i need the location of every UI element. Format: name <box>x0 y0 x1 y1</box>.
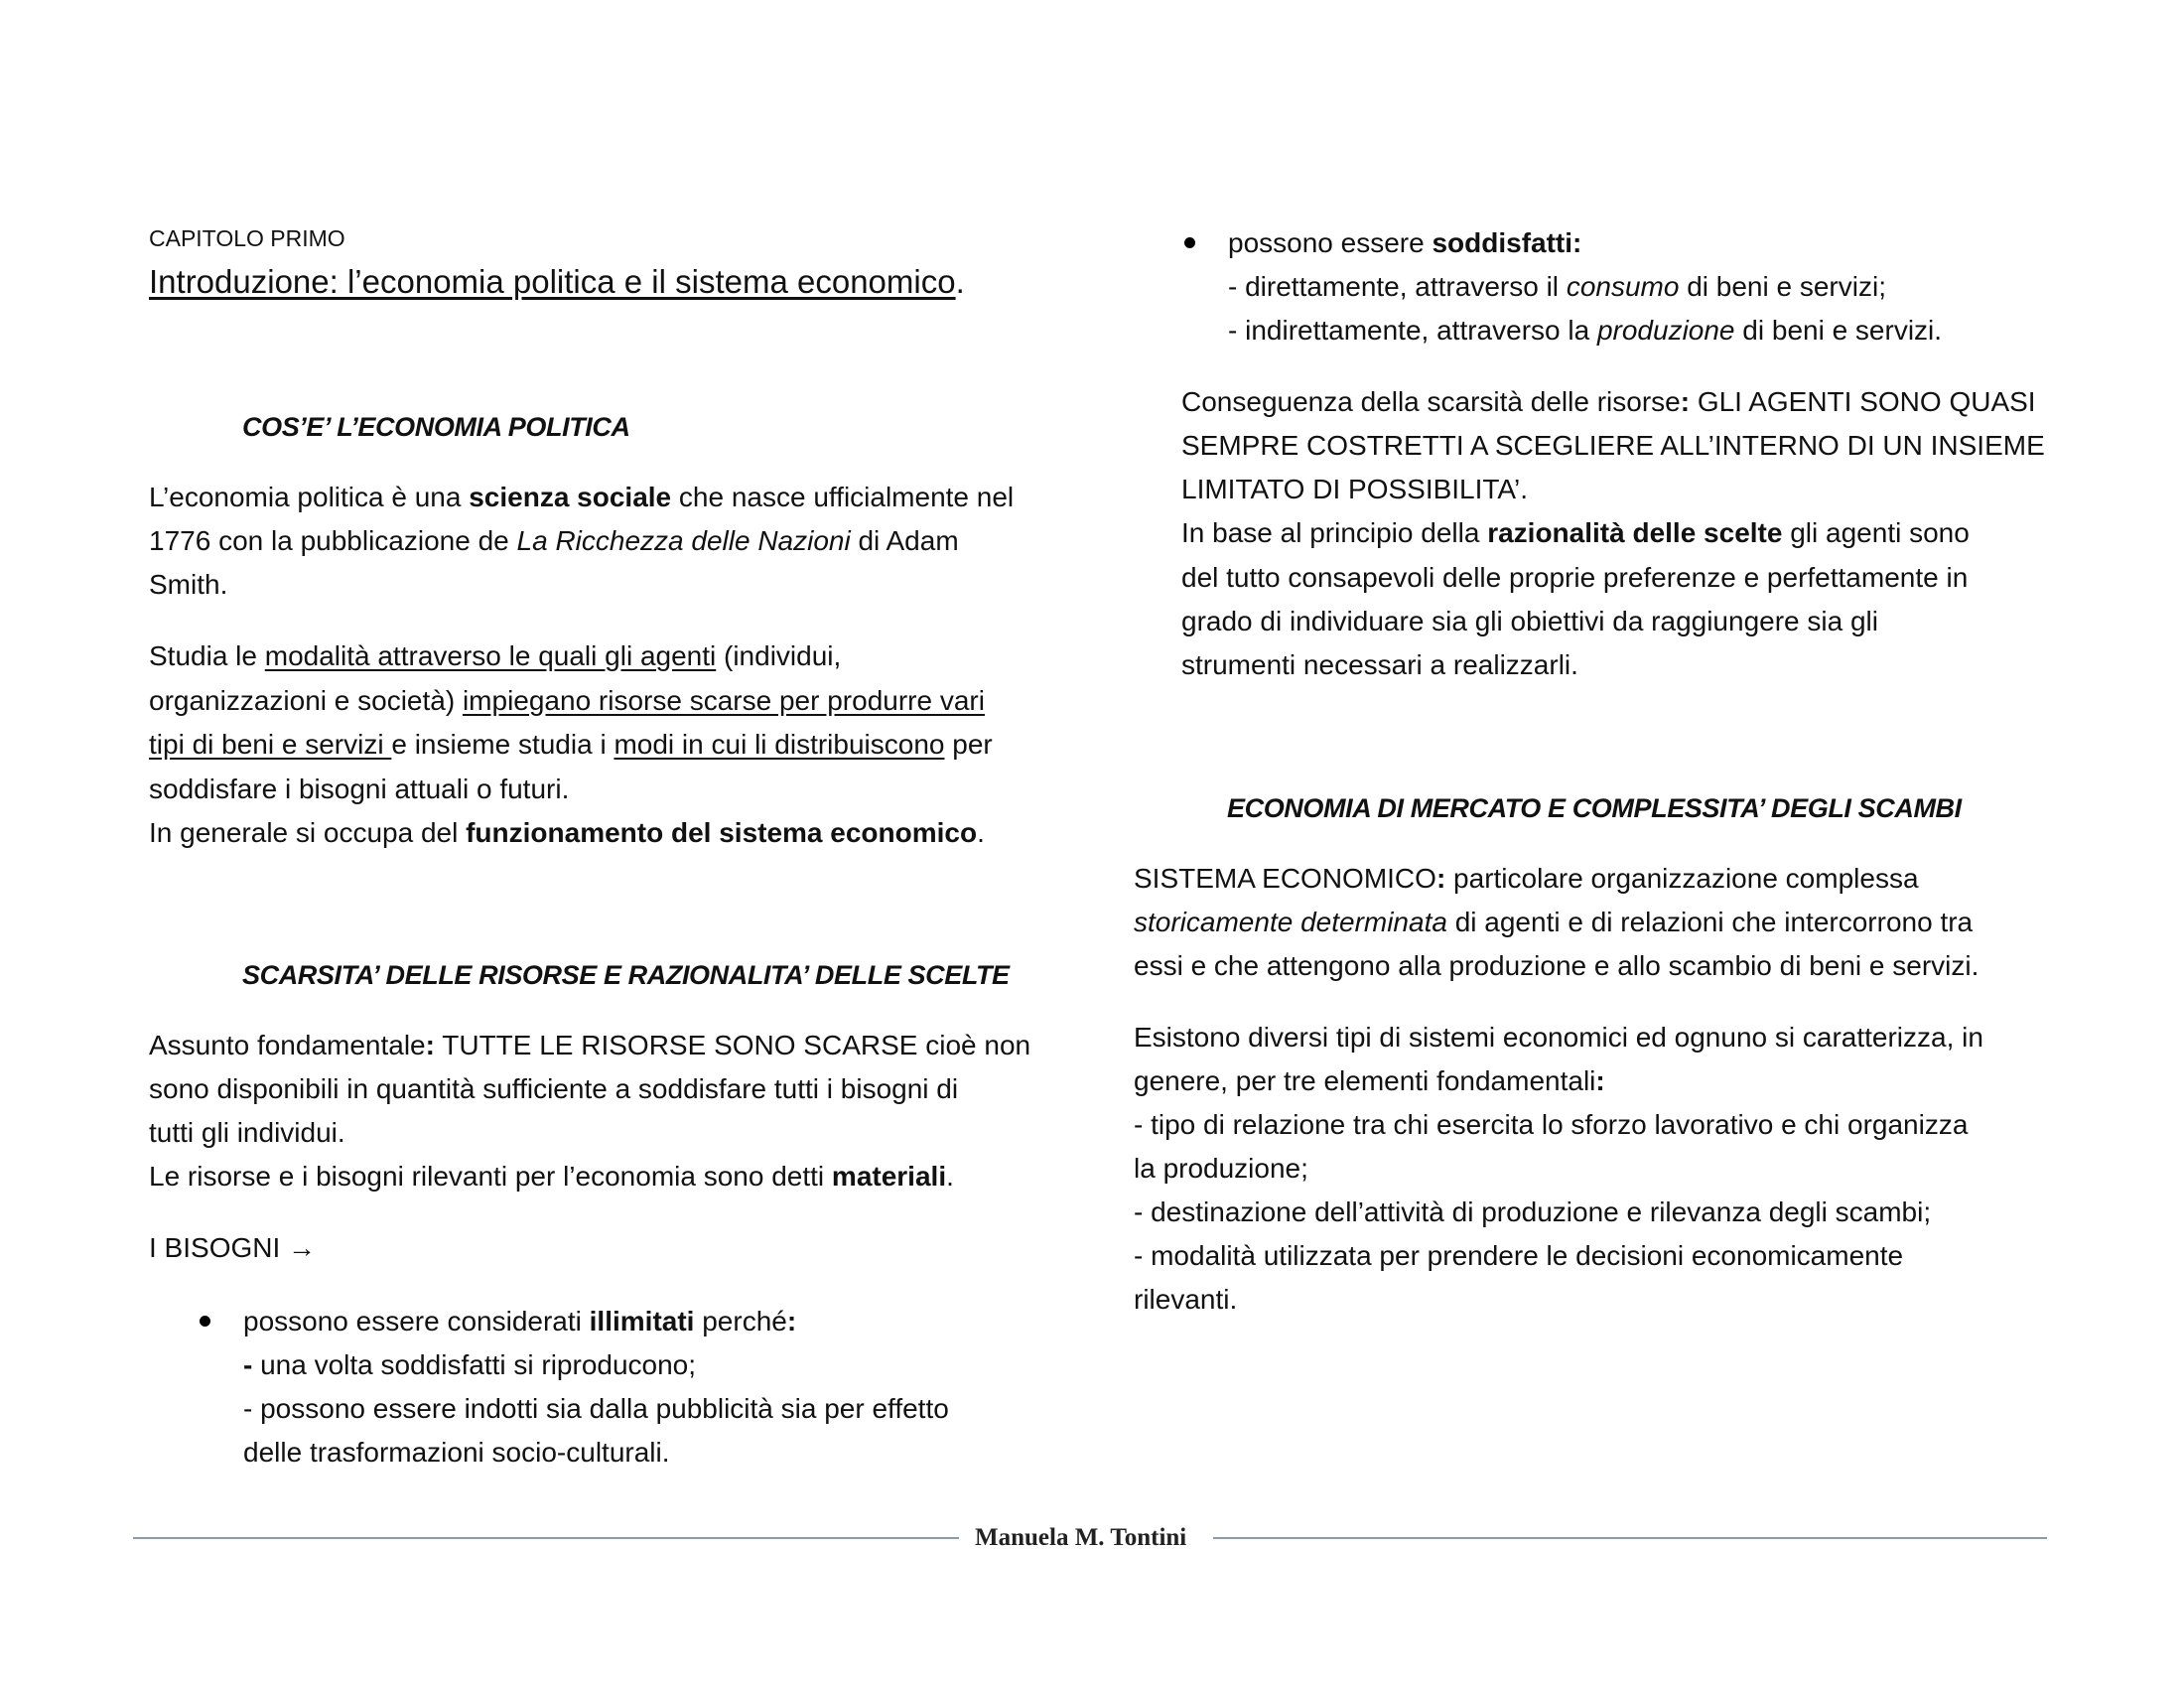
chapter-label: CAPITOLO PRIMO <box>149 225 345 251</box>
chapter-title: Introduzione: l’economia politica e il sistema economico. <box>149 263 965 300</box>
bisogni-label: I BISOGNI → <box>149 1232 317 1263</box>
heading-economia-mercato: ECONOMIA DI MERCATO E COMPLESSITA’ DEGLI SCAMBI <box>1227 793 1962 823</box>
bullet-icon <box>1184 237 1195 248</box>
heading-cos-e: COS’E’ L’ECONOMIA POLITICA <box>242 412 630 442</box>
footer-author: Manuela M. Tontini <box>975 1524 1187 1551</box>
heading-scarsita: SCARSITA’ DELLE RISORSE E RAZIONALITA’ DELLE SCELTE <box>242 960 1010 990</box>
footer-rule-right <box>1213 1537 2047 1539</box>
bullet-icon <box>200 1316 210 1327</box>
footer-rule-left <box>133 1537 959 1539</box>
